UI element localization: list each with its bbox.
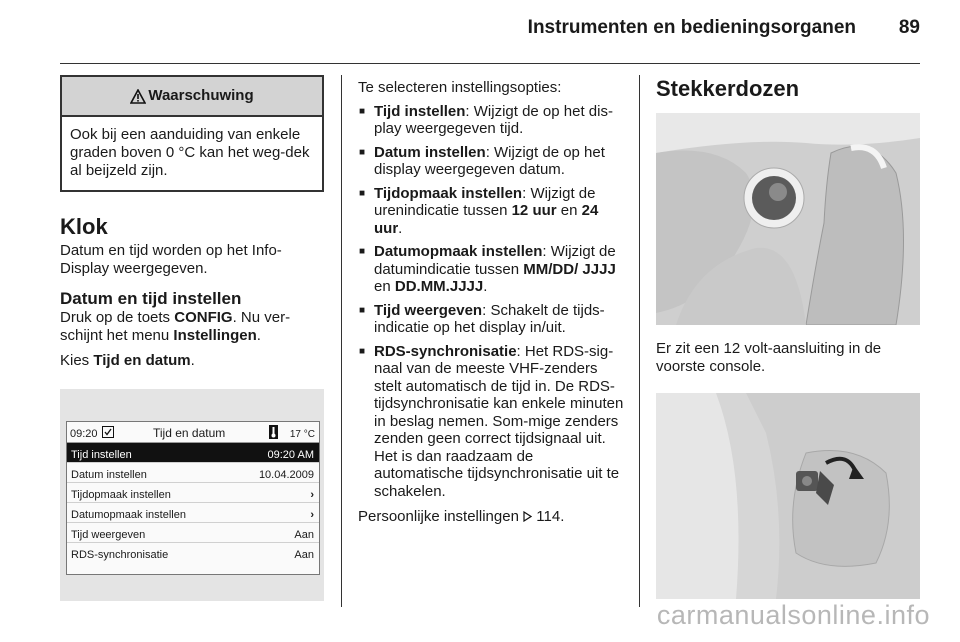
column-right	[656, 75, 920, 599]
section-title-stekkerdozen: Stekkerdozen	[656, 76, 800, 101]
info-display-image	[60, 389, 324, 601]
display-time: 09:20	[70, 427, 98, 440]
header-rule	[60, 63, 920, 64]
warning-text: Ook bij een aanduiding van enkele graden boven 0 °C kan het weg-dek al beijzeld zijn.	[70, 126, 310, 179]
cross-reference: Persoonlijke instellingen 114.	[358, 508, 565, 525]
display-row-datum-instellen[interactable]: Datum instellen 10.04.2009	[67, 463, 319, 483]
warning-box	[60, 75, 324, 192]
display-row-tijdopmaak[interactable]: Tijdopmaak instellen ›	[67, 483, 319, 503]
column-middle	[358, 79, 624, 526]
power-socket-photo-drawing	[656, 113, 920, 325]
klok-intro: Datum en tijd worden op het Info-Display weergegeven.	[60, 242, 282, 277]
warning-title: Waarschuwing	[148, 87, 254, 105]
klok-paragraph-choose: Kies Tijd en datum.	[60, 352, 195, 369]
page-number: 89	[898, 17, 920, 38]
option-item: ■ Datumopmaak instellen: Wijzigt de datumindicatie tussen MM/DD/ JJJJ en DD.MM.JJJJ.	[358, 243, 624, 296]
thermometer-icon	[269, 425, 278, 439]
warning-triangle-icon	[130, 89, 146, 104]
center-console-photo	[656, 113, 920, 325]
option-item: ■ Datum instellen: Wijzigt de op het display weergegeven datum.	[358, 144, 624, 179]
display-title: Tijd en datum	[153, 425, 226, 440]
column-divider-1	[341, 75, 342, 607]
option-item: ■ RDS-synchronisatie: Het RDS-sig-naal van de meeste VHF-zenders stelt automatisch de tijd in. De RDS-tijdsynchronisatie kan enkele minuten in beslag nemen. Som-mige zenders zenden geen correct tijdsignaal uit. Het is dan raadzaam de automatische tijdsynchronisatie uit te schakelen.	[358, 343, 624, 501]
section-title-klok: Klok	[60, 214, 108, 239]
option-item: ■ Tijdopmaak instellen: Wijzigt de urenindicatie tussen 12 uur en 24 uur.	[358, 185, 624, 238]
column-left	[60, 75, 324, 601]
klok-paragraph-config: Druk op de toets CONFIG. Nu ver-schijnt het menu Instellingen.	[60, 309, 291, 344]
page-header-title: Instrumenten en bedieningsorganen	[527, 17, 856, 38]
display-row-tijd-weergeven[interactable]: Tijd weergeven Aan	[67, 523, 319, 543]
clock-icon	[102, 426, 114, 438]
socket-cover-photo-drawing	[656, 393, 920, 599]
warning-header	[62, 77, 322, 117]
options-intro: Te selecteren instellingsopties:	[358, 79, 562, 96]
option-item: ■ Tijd instellen: Wijzigt de op het dis-play weergegeven tijd.	[358, 103, 624, 138]
subsection-title: Datum en tijd instellen	[60, 289, 242, 308]
display-screen	[66, 421, 320, 575]
display-header	[67, 422, 319, 443]
stekkerdozen-text: Er zit een 12 volt-aansluiting in de voorste console.	[656, 340, 882, 375]
page-reference-icon	[523, 511, 532, 522]
option-item: ■ Tijd weergeven: Schakelt de tijds-indicatie op het display in/uit.	[358, 302, 624, 337]
display-temperature: 17 °C	[289, 428, 315, 440]
column-divider-2	[639, 75, 640, 607]
display-row-rds[interactable]: RDS-synchronisatie Aan	[71, 548, 314, 561]
display-row-tijd-instellen[interactable]: Tijd instellen 09:20 AM	[67, 443, 319, 463]
watermark: carmanualsonline.info	[656, 600, 930, 630]
socket-cover-photo	[656, 393, 920, 599]
display-row-datumopmaak[interactable]: Datumopmaak instellen ›	[67, 503, 319, 523]
